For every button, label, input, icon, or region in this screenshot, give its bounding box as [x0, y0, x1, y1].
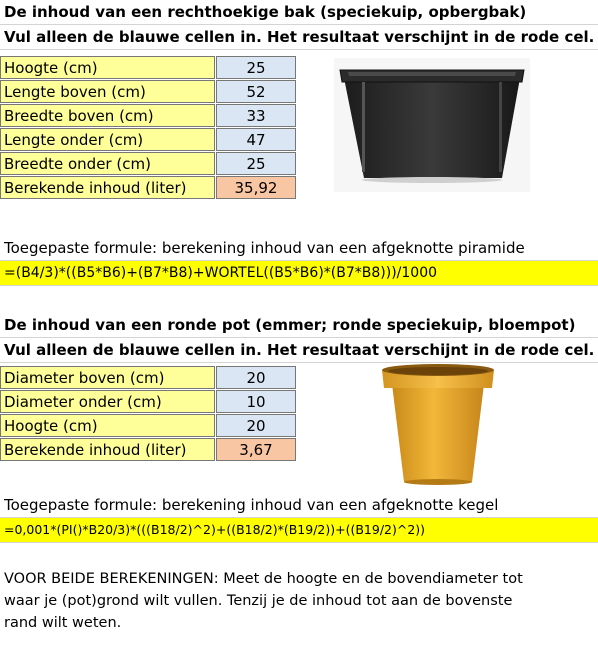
- measurement-note: [4, 568, 596, 634]
- note-line-1: VOOR BEIDE BEREKENINGEN: Meet de hoogte en de bovendiameter tot: [4, 571, 523, 587]
- input-cell-top-width[interactable]: 33: [216, 104, 296, 127]
- input-cell-bottom-length[interactable]: 47: [216, 128, 296, 151]
- row-label-pot-volume: Berekende inhoud (liter): [0, 438, 215, 461]
- flower-pot-image: [372, 362, 504, 486]
- formula2-text: =0,001*(PI()*B20/3)*(((B18/2)^2)+((B18/2)*(B19/2))+((B19/2)^2)): [0, 518, 598, 543]
- section1-instruction: Vul alleen de blauwe cellen in. Het resultaat verschijnt in de rode cel.: [0, 25, 598, 50]
- row-label-bottom-length: Lengte onder (cm): [0, 128, 215, 151]
- row-label-computed-volume: Berekende inhoud (liter): [0, 176, 215, 199]
- row-label-bottom-width: Breedte onder (cm): [0, 152, 215, 175]
- input-cell-top-length[interactable]: 52: [216, 80, 296, 103]
- result-cell-pot-volume: 3,67: [216, 438, 296, 461]
- result-cell-volume: 35,92: [216, 176, 296, 199]
- section2-title: De inhoud van een ronde pot (emmer; ronde speciekuip, bloempot): [0, 313, 598, 338]
- input-cell-height[interactable]: 25: [216, 56, 296, 79]
- formula1-text: =(B4/3)*((B5*B6)+(B7*B8)+WORTEL((B5*B6)*(B7*B8)))/1000: [0, 261, 598, 286]
- black-tub-image: [334, 58, 530, 192]
- input-cell-bottom-width[interactable]: 25: [216, 152, 296, 175]
- note-line-3: rand wilt weten.: [4, 615, 122, 631]
- row-label-top-width: Breedte boven (cm): [0, 104, 215, 127]
- row-label-top-diameter: Diameter boven (cm): [0, 366, 215, 389]
- note-line-2: waar je (pot)grond wilt vullen. Tenzij je de inhoud tot aan de bovenste: [4, 593, 513, 609]
- input-cell-bottom-diameter[interactable]: 10: [216, 390, 296, 413]
- row-label-bottom-diameter: Diameter onder (cm): [0, 390, 215, 413]
- input-cell-pot-height[interactable]: 20: [216, 414, 296, 437]
- section1-title: De inhoud van een rechthoekige bak (speciekuip, opbergbak): [0, 0, 598, 25]
- row-label-top-length: Lengte boven (cm): [0, 80, 215, 103]
- section2-instruction: Vul alleen de blauwe cellen in. Het resultaat verschijnt in de rode cel.: [0, 338, 598, 363]
- row-label-pot-height: Hoogte (cm): [0, 414, 215, 437]
- row-label-height: Hoogte (cm): [0, 56, 215, 79]
- formula2-caption: Toegepaste formule: berekening inhoud van een afgeknotte kegel: [0, 493, 598, 518]
- formula1-caption: Toegepaste formule: berekening inhoud van een afgeknotte piramide: [0, 236, 598, 261]
- input-cell-top-diameter[interactable]: 20: [216, 366, 296, 389]
